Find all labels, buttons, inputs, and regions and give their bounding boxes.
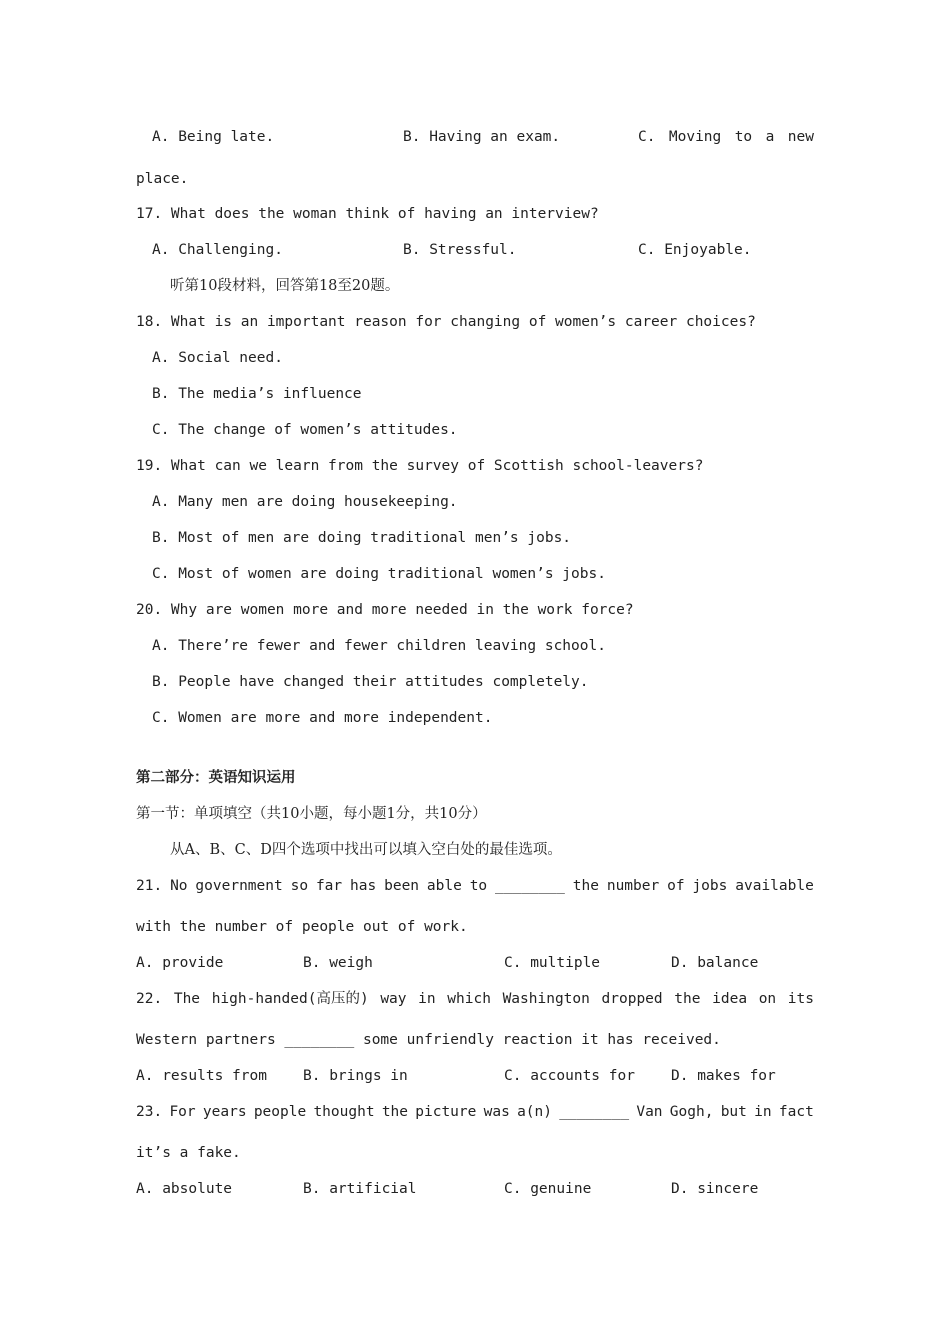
- word: on: [758, 991, 777, 1007]
- word: jobs: [692, 878, 728, 894]
- word: Van: [636, 1104, 663, 1120]
- word: high-handed(高压的): [211, 991, 369, 1007]
- word: to: [469, 878, 488, 894]
- word: so: [290, 878, 309, 894]
- q20-option-b: B. People have changed their attitudes completely.: [152, 674, 589, 690]
- q16-option-b: B. Having an exam.: [403, 129, 561, 145]
- q20-option-c: C. Women are more and more independent.: [152, 710, 493, 726]
- word: 22.: [136, 991, 163, 1007]
- word: 23.: [136, 1104, 163, 1120]
- word: fact: [778, 1104, 814, 1120]
- q23-stem-line2: it’s a fake.: [136, 1145, 241, 1161]
- word: people: [253, 1104, 307, 1120]
- q19-option-b: B. Most of men are doing traditional men’s jobs.: [152, 530, 572, 546]
- q22-option-a: A. results from: [136, 1068, 267, 1084]
- word: dropped: [601, 991, 663, 1007]
- word: number: [606, 878, 660, 894]
- q22-option-b: B. brings in: [303, 1068, 408, 1084]
- word: C.: [638, 129, 656, 145]
- word: but: [720, 1104, 747, 1120]
- word: the: [674, 991, 701, 1007]
- word: The: [173, 991, 201, 1007]
- word: ________: [559, 1104, 630, 1120]
- part2-title: 第二部分：英语知识运用: [136, 769, 296, 786]
- word: a: [765, 129, 775, 145]
- word: Moving: [668, 129, 722, 145]
- q17-option-b: B. Stressful.: [403, 242, 517, 258]
- q21-option-a: A. provide: [136, 955, 224, 971]
- section1-title: 第一节：单项填空（共10小题，每小题1分，共10分）: [136, 806, 487, 822]
- q16-option-a: A. Being late.: [152, 129, 275, 145]
- word: the: [572, 878, 599, 894]
- q23-stem-line1: [136, 1103, 814, 1121]
- q18-stem: 18. What is an important reason for changing of women’s career choices?: [136, 314, 756, 330]
- section1-instruction: 从A、B、C、D四个选项中找出可以填入空白处的最佳选项。: [170, 842, 562, 858]
- word: has: [350, 878, 377, 894]
- q21-stem-line1: [136, 877, 814, 895]
- q23-option-b: B. artificial: [303, 1181, 417, 1197]
- q23-option-a: A. absolute: [136, 1181, 233, 1197]
- listening-instruction-10: 听第10段材料，回答第18至20题。: [170, 278, 400, 294]
- word: which: [447, 991, 491, 1007]
- word: to: [734, 129, 753, 145]
- word: available: [735, 878, 814, 894]
- word: of: [667, 878, 685, 894]
- word: been: [384, 878, 420, 894]
- q17-option-a: A. Challenging.: [152, 242, 283, 258]
- q21-option-b: B. weigh: [303, 955, 373, 971]
- q23-option-d: D. sincere: [671, 1181, 759, 1197]
- word: idea: [712, 991, 748, 1007]
- q22-option-d: D. makes for: [671, 1068, 776, 1084]
- word: No: [170, 878, 188, 894]
- q22-option-c: C. accounts for: [504, 1068, 635, 1084]
- q22-stem-line2: Western partners ________ some unfriendly reaction it has received.: [136, 1032, 721, 1048]
- q20-option-a: A. There’re fewer and fewer children leaving school.: [152, 638, 606, 654]
- q21-option-d: D. balance: [671, 955, 759, 971]
- word: ________: [495, 878, 565, 894]
- word: way: [380, 991, 407, 1007]
- word: Gogh,: [669, 1104, 714, 1120]
- word: was: [483, 1104, 510, 1120]
- q23-option-c: C. genuine: [504, 1181, 592, 1197]
- word: in: [754, 1104, 772, 1120]
- q21-stem-line2: with the number of people out of work.: [136, 919, 468, 935]
- word: in: [418, 991, 436, 1007]
- word: its: [787, 991, 814, 1007]
- q19-option-c: C. Most of women are doing traditional women’s jobs.: [152, 566, 606, 582]
- word: Washington: [502, 991, 590, 1007]
- word: thought: [313, 1104, 375, 1120]
- word: government: [195, 878, 283, 894]
- q17-stem: 17. What does the woman think of having an interview?: [136, 206, 599, 222]
- q16-option-c: [638, 128, 814, 146]
- word: years: [202, 1104, 247, 1120]
- word: the: [381, 1104, 409, 1120]
- q19-option-a: A. Many men are doing housekeeping.: [152, 494, 458, 510]
- q21-option-c: C. multiple: [504, 955, 601, 971]
- q16-option-c-continued: place.: [136, 171, 189, 187]
- word: 21.: [136, 878, 163, 894]
- word: For: [169, 1104, 196, 1120]
- word: a(n): [517, 1104, 552, 1120]
- q18-option-a: A. Social need.: [152, 350, 283, 366]
- q19-stem: 19. What can we learn from the survey of Scottish school-leavers?: [136, 458, 704, 474]
- word: picture: [415, 1104, 477, 1120]
- q17-option-c: C. Enjoyable.: [638, 242, 752, 258]
- q20-stem: 20. Why are women more and more needed in the work force?: [136, 602, 634, 618]
- word: far: [315, 878, 343, 894]
- q22-stem-line1: [136, 990, 814, 1008]
- word: able: [426, 878, 462, 894]
- q18-option-c: C. The change of women’s attitudes.: [152, 422, 458, 438]
- q18-option-b: B. The media’s influence: [152, 386, 362, 402]
- word: new: [787, 129, 814, 145]
